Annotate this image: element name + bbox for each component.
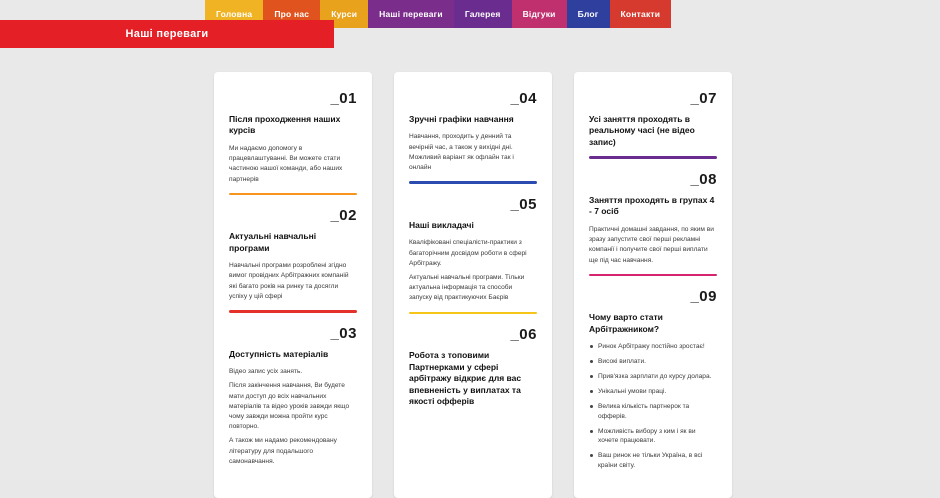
nav-item-contacts[interactable] xyxy=(610,0,672,28)
advantage-text: Актуальні навчальні програми. Тільки актуальна інформація та способи запуску від практикуючих Баєрів xyxy=(409,273,525,302)
advantage-title: Заняття проходять в групах 4 - 7 осіб xyxy=(589,194,715,217)
advantage-block-05 xyxy=(409,196,537,314)
advantage-title: Актуальні навчальні програми xyxy=(229,231,317,253)
advantage-title: Чому варто стати Арбітражником? xyxy=(589,312,663,334)
advantage-text: А також ми надамо рекомендовану літературу для подальшого самонавчання. xyxy=(229,437,337,465)
advantage-text: Після закінчення навчання, Ви будете мати доступ до всіх навчальних матеріалів та відео уроків завжди якщо чому завжди можна пройти курс повторно. xyxy=(229,382,350,431)
advantage-block-03 xyxy=(229,325,357,467)
advantage-text: Навчання, проходить у денний та вечірній час, а також у вихідні дні. Можливий варіант як офлайн так і онлайн xyxy=(409,133,514,172)
advantage-number: _01 xyxy=(330,90,357,107)
advantage-title: Наші викладачі xyxy=(409,219,474,230)
advantage-number: _05 xyxy=(510,195,537,213)
divider-rule xyxy=(409,181,537,184)
advantage-title: Зручні графіки навчання xyxy=(409,114,514,124)
advantage-text: Навчальні програми розроблені згідно вимог провідних Арбітражних компаній які багато років на ринку та досягли успіху у цій сфері xyxy=(229,262,349,300)
nav-item-label: Відгуки xyxy=(522,9,556,19)
advantage-number: _06 xyxy=(510,326,537,344)
advantage-block-01 xyxy=(229,90,357,195)
advantage-number: _07 xyxy=(690,90,717,107)
advantage-text: Кваліфіковані спеціалісти-практики з багаторічним досвідом роботи в сфері Арбітражу. xyxy=(409,239,527,267)
advantage-number: _03 xyxy=(330,324,357,342)
advantage-number: _02 xyxy=(330,207,357,225)
advantage-number: _09 xyxy=(690,288,717,306)
advantage-block-02 xyxy=(229,207,357,312)
advantage-block-09 xyxy=(589,288,717,471)
list-item: Ваш ринок не тільки Україна, в всі країни світу. xyxy=(598,451,717,471)
list-item: Можливість вибору з ким і як ви хочете працювати. xyxy=(598,427,717,447)
divider-rule xyxy=(229,310,357,313)
divider-rule xyxy=(589,274,717,277)
advantage-text: Ми надаємо допомогу в працевлаштуванні. Ви можете стати частиною нашої команди, або наших партнерів xyxy=(229,144,343,183)
advantages-column-3 xyxy=(574,72,732,498)
advantage-number: _08 xyxy=(690,170,717,188)
advantages-columns xyxy=(214,72,734,498)
advantage-title: Усі заняття проходять в реальному часі (не відео запис) xyxy=(589,114,695,147)
nav-item-label: Наші переваги xyxy=(379,9,443,19)
list-item: Високі виплати. xyxy=(598,357,717,367)
nav-item-label: Блог xyxy=(577,9,599,19)
nav-item-label: Про нас xyxy=(274,9,310,19)
advantage-title: Робота з топовими Партнерками у сфері арбітражу відкриє для вас впевненість у виплатах та якості офферів xyxy=(409,350,522,406)
advantage-title: Після проходження наших курсів xyxy=(229,114,341,136)
advantage-block-04 xyxy=(409,90,537,184)
advantages-column-1 xyxy=(214,72,372,498)
advantage-block-08 xyxy=(589,171,717,276)
nav-item-gallery[interactable] xyxy=(454,0,512,28)
advantage-block-06 xyxy=(409,326,537,407)
nav-item-label: Галерея xyxy=(464,9,501,19)
section-banner xyxy=(0,20,334,48)
nav-item-advantages[interactable] xyxy=(368,0,454,28)
nav-item-label: Контакти xyxy=(620,9,661,19)
nav-item-blog[interactable] xyxy=(567,0,610,28)
advantage-block-07 xyxy=(589,90,717,159)
nav-item-label: Головна xyxy=(216,9,253,19)
advantage-bullet-list xyxy=(589,342,717,471)
advantage-text: Практичні домашні завдання, по яким ви зразу запустите свої перші рекламні компанії і получите свої перші виплати ще під час навчання. xyxy=(589,225,714,264)
divider-rule xyxy=(229,193,357,196)
list-item: Прив'язка зарплати до курсу долара. xyxy=(598,372,717,382)
list-item: Ринок Арбітражу постійно зростає! xyxy=(598,342,717,352)
list-item: Велика кількість партнерок та офферів. xyxy=(598,402,717,422)
divider-rule xyxy=(589,156,717,159)
divider-rule xyxy=(409,312,537,315)
advantage-title: Доступність матеріалів xyxy=(229,348,329,359)
nav-item-reviews[interactable] xyxy=(512,0,567,28)
advantage-number: _04 xyxy=(510,90,537,107)
advantages-column-2 xyxy=(394,72,552,498)
nav-item-label: Курси xyxy=(331,9,358,19)
page-title: Наші переваги xyxy=(125,28,209,40)
advantage-text: Відео запис усіх занять. xyxy=(229,368,303,376)
list-item: Унікальні умови праці. xyxy=(598,387,717,397)
